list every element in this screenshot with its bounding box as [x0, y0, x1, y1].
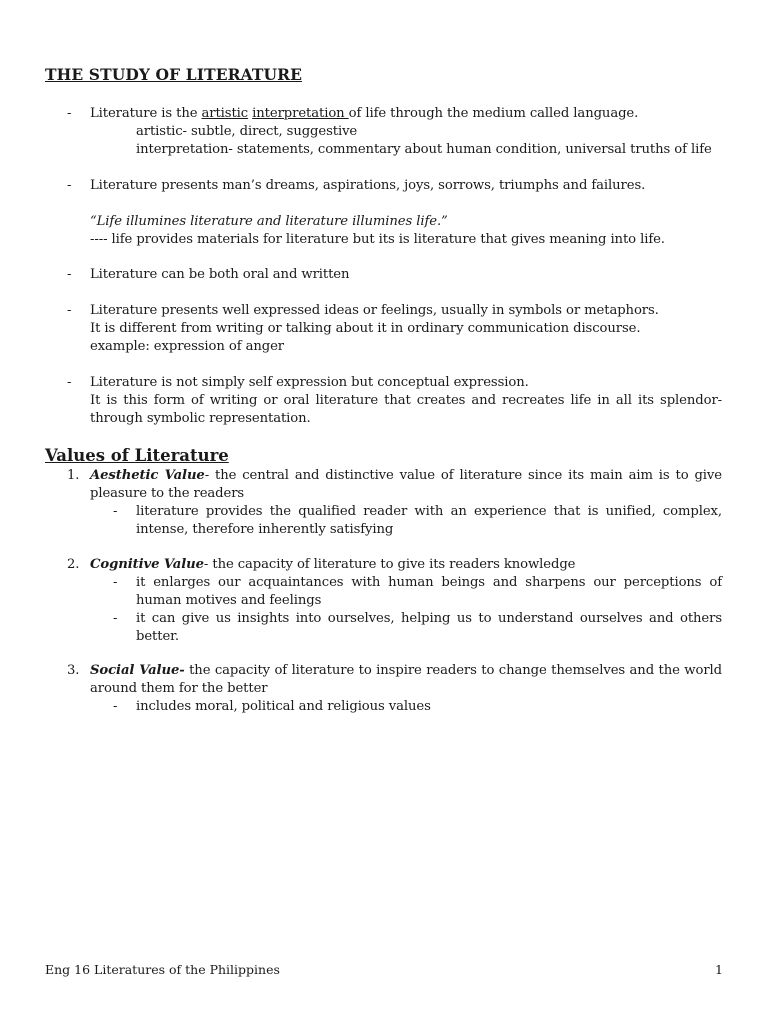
value-1-name: Aesthetic Value	[90, 468, 205, 483]
bullet-5-paragraph: It is this form of writing or oral literature that creates and recreates life in all its splendor- through symbolic representation.	[90, 393, 722, 426]
footer-course: Eng 16 Literatures of the Philippines	[45, 962, 280, 977]
list-number: 3.	[67, 663, 80, 678]
value-1-desc: - the central and distinctive value of literature since its main aim is to give pleasure to the readers	[90, 468, 722, 501]
value-3-text	[90, 662, 722, 698]
bullet-1-interpretation: interpretation	[252, 106, 349, 121]
bullet-dash: -	[67, 375, 72, 390]
bullet-1-part-b: of life through the medium called language.	[348, 106, 639, 121]
footer-page-number: 1	[715, 962, 723, 977]
value-1-text	[90, 467, 722, 503]
section-heading: Values of Literature	[45, 446, 229, 465]
bullet-1-part-a: Literature is the	[90, 106, 202, 121]
value-2-sub-1: it enlarges our acquaintances with human beings and sharpens our perceptions of human motives and feelings	[136, 575, 722, 608]
bullet-1-text	[90, 105, 638, 123]
bullet-dash: -	[67, 303, 72, 318]
bullet-1-artistic: artistic	[201, 106, 249, 121]
value-1-sub-1: literature provides the qualified reader with an experience that is unified, complex, intense, therefore inherently satisfying	[136, 504, 722, 537]
value-3-sub-1: includes moral, political and religious values	[136, 699, 431, 714]
page-title: THE STUDY OF LITERATURE	[45, 65, 303, 84]
list-number: 2.	[67, 557, 80, 572]
bullet-dash: -	[67, 106, 72, 121]
bullet-dash: -	[67, 267, 72, 282]
bullet-2-text: Literature presents man’s dreams, aspirations, joys, sorrows, triumphs and failures.	[90, 178, 646, 193]
bullet-1-artistic-def: artistic- subtle, direct, suggestive	[136, 124, 358, 139]
value-3-name: Social Value-	[90, 663, 185, 678]
value-2-desc: - the capacity of literature to give its readers knowledge	[203, 557, 576, 572]
bullet-3-text: Literature can be both oral and written	[90, 267, 350, 282]
sub-bullet-dash: -	[113, 575, 118, 590]
value-2-name: Cognitive Value	[90, 557, 204, 572]
bullet-2-quote-note: ---- life provides materials for literature but its is literature that gives meaning into life.	[90, 232, 665, 247]
list-number: 1.	[67, 468, 80, 483]
bullet-4-line-3: example: expression of anger	[90, 339, 284, 354]
bullet-1-interpretation-def: interpretation- statements, commentary about human condition, universal truths of life	[136, 142, 712, 157]
bullet-5-line-1: Literature is not simply self expression but conceptual expression.	[90, 375, 529, 390]
value-2-text	[90, 556, 575, 574]
bullet-2-quote: “Life illumines literature and literature illumines life.”	[90, 214, 448, 229]
value-2-sub-2: it can give us insights into ourselves, helping us to understand ourselves and others better.	[136, 611, 722, 644]
sub-bullet-dash: -	[113, 699, 118, 714]
bullet-4-line-2: It is different from writing or talking about it in ordinary communication discourse.	[90, 321, 641, 336]
bullet-dash: -	[67, 178, 72, 193]
sub-bullet-dash: -	[113, 611, 118, 626]
sub-bullet-dash: -	[113, 504, 118, 519]
value-3-desc: the capacity of literature to inspire readers to change themselves and the world around them for the better	[90, 663, 722, 696]
bullet-4-line-1: Literature presents well expressed ideas or feelings, usually in symbols or metaphors.	[90, 303, 659, 318]
